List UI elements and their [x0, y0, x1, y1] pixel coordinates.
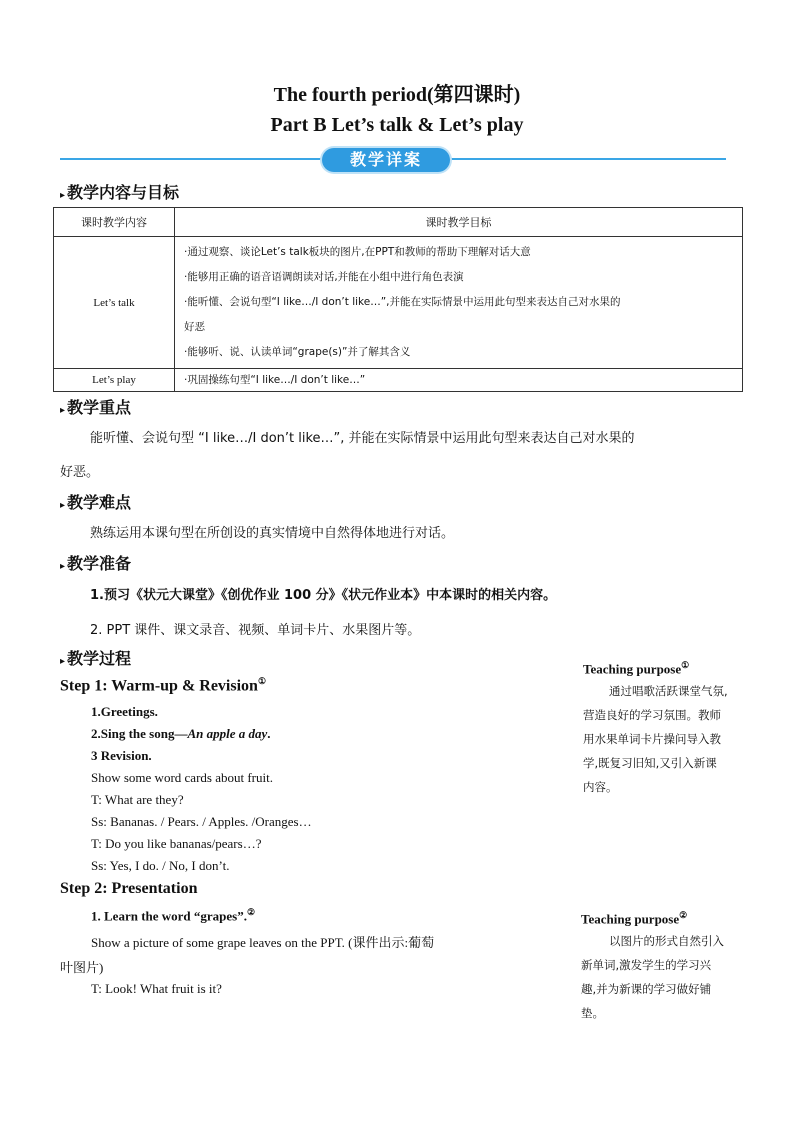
header-goal: 课时教学目标: [175, 208, 743, 237]
step-2-title: Step 2: Presentation: [60, 880, 198, 897]
triangle-bullet-icon: ▸: [60, 190, 66, 201]
preparation-item-1: 1.预习《状元大课堂》《创优作业 100 分》《状元作业本》中本课时的相关内容。: [90, 588, 557, 603]
step-1-line: T: What are they?: [91, 792, 184, 807]
banner-badge: 教学详案: [322, 148, 450, 172]
key-points-line-1: 能听懂、会说句型 “I like…/I don’t like…”, 并能在实际情景中运用此句型来表达自己对水果的: [90, 431, 635, 446]
side-note-line: 以图片的形式自然引入: [609, 934, 724, 949]
footnote-mark: ①: [681, 660, 690, 670]
step-1-line: T: Do you like bananas/pears…?: [91, 836, 262, 851]
table-row: [54, 237, 743, 369]
section-objectives-label: 教学内容与目标: [67, 183, 180, 202]
section-difficulties-heading: [60, 490, 131, 513]
goal-item: ·能听懂、会说句型“I like…/I don’t like…”,并能在实际情景中运用此句型来表达自己对水果的: [184, 296, 621, 308]
footnote-mark: ①: [257, 676, 267, 686]
side-note-line: 趣,并为新课的学习做好铺: [581, 982, 712, 997]
section-process-heading: [60, 646, 131, 669]
side-note-line: 垫。: [581, 1006, 604, 1021]
triangle-bullet-icon: ▸: [60, 561, 66, 572]
goal-item: ·通过观察、谈论Let’s talk板块的图片,在PPT和教师的帮助下理解对话大意: [184, 246, 531, 258]
side-note-1: [583, 660, 758, 799]
step-1-line: Ss: Yes, I do. / No, I don’t.: [91, 858, 230, 873]
table-header-row: [54, 208, 743, 237]
triangle-bullet-icon: ▸: [60, 405, 66, 416]
step-2-show-line-2: 叶图片): [60, 960, 104, 975]
side-note-heading-text: Teaching purpose: [581, 911, 680, 927]
song-title: An apple a day: [187, 726, 268, 741]
side-note-2: [581, 910, 758, 1025]
step-1-title: [60, 676, 266, 695]
row-content-play: Let’s play: [54, 369, 175, 392]
step-2-t-line: T: Look! What fruit is it?: [91, 981, 222, 996]
footnote-mark: ②: [679, 910, 688, 920]
goal-item: ·巩固操练句型“I like…/I don’t like…”: [184, 374, 366, 386]
row-goals-play: [175, 369, 743, 392]
section-process-label: 教学过程: [67, 649, 132, 668]
step-1-title-text: Step 1: Warm-up & Revision: [60, 677, 258, 695]
step-1-line: Show some word cards about fruit.: [91, 770, 273, 785]
section-key-points-heading: [60, 395, 131, 418]
goal-item: ·能够用正确的语音语调朗读对话,并能在小组中进行角色表演: [184, 271, 464, 283]
song-end: .: [267, 726, 271, 741]
side-note-body: [583, 679, 758, 799]
table-row: [54, 369, 743, 392]
song-prefix: 2.Sing the song—: [91, 726, 188, 741]
side-note-line: 用水果单词卡片操问导入教: [583, 732, 721, 747]
side-note-heading: [581, 910, 758, 927]
step-1-greetings: 1.Greetings.: [91, 704, 158, 719]
side-note-line: 内容。: [583, 780, 618, 795]
learn-word-text: 1. Learn the word “grapes”.: [91, 908, 247, 924]
side-note-line: 营造良好的学习氛围。教师: [583, 708, 721, 723]
triangle-bullet-icon: ▸: [60, 500, 66, 511]
step-2-learn: [91, 907, 255, 924]
key-points-line-2: 好恶。: [60, 465, 100, 480]
side-note-line: 新单词,激发学生的学习兴: [581, 958, 712, 973]
side-note-line: 通过唱歌活跃课堂气氛,: [609, 684, 728, 699]
preparation-item-2: 2. PPT 课件、课文录音、视频、单词卡片、水果图片等。: [90, 623, 421, 638]
objectives-table: [53, 207, 743, 392]
title-line-1: The fourth period(第四课时): [273, 84, 521, 106]
step-2-show-line-1: Show a picture of some grape leaves on the PPT. (课件出示:葡萄: [91, 935, 435, 950]
goal-item: 好恶: [184, 321, 205, 333]
row-goals-talk: [175, 237, 743, 369]
section-difficulties-label: 教学难点: [67, 493, 132, 512]
side-note-heading: [583, 660, 758, 677]
section-preparation-heading: [60, 551, 131, 574]
step-1-line: Ss: Bananas. / Pears. / Apples. /Oranges…: [91, 814, 312, 829]
section-key-points-label: 教学重点: [67, 398, 132, 417]
footnote-mark: ②: [247, 907, 256, 917]
step-1-song: [91, 726, 271, 742]
header-content: 课时教学内容: [54, 208, 175, 237]
side-note-body: [581, 929, 758, 1025]
difficulties-text: 熟练运用本课句型在所创设的真实情境中自然得体地进行对话。: [90, 526, 455, 541]
step-1-revision: 3 Revision.: [91, 748, 152, 763]
title-line-2: Part B Let’s talk & Let’s play: [270, 114, 524, 136]
row-content-talk: Let’s talk: [54, 237, 175, 369]
section-objectives-heading: [60, 180, 179, 203]
goal-item: ·能够听、说、认读单词“grape(s)”并了解其含义: [184, 346, 411, 358]
triangle-bullet-icon: ▸: [60, 656, 66, 667]
side-note-heading-text: Teaching purpose: [583, 661, 682, 677]
section-preparation-label: 教学准备: [67, 554, 132, 573]
side-note-line: 学,既复习旧知,又引入新课: [583, 756, 717, 771]
